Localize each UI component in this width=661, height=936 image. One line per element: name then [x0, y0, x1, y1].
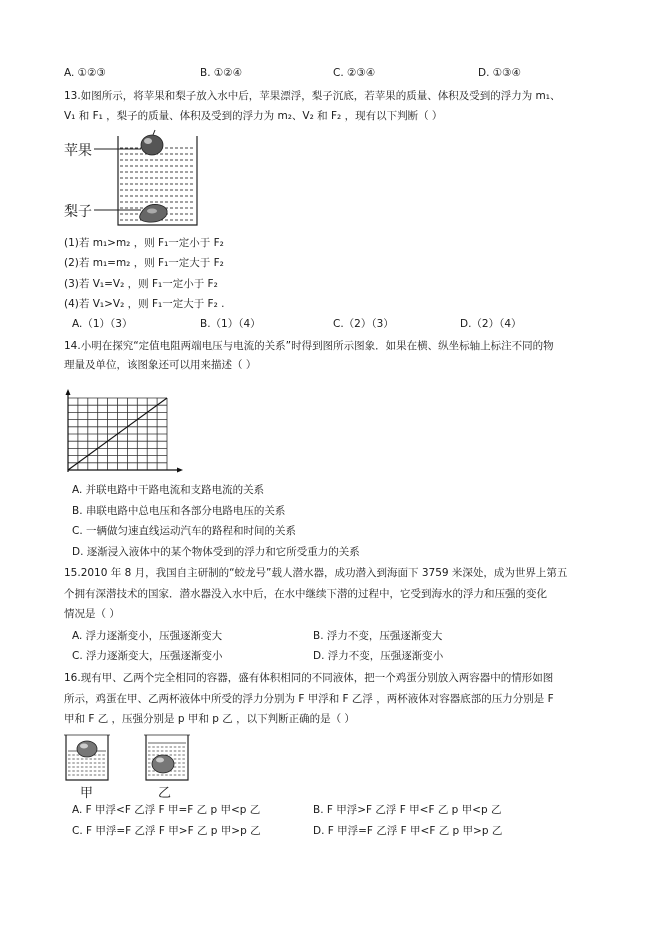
q16-option-c[interactable]: C. F 甲浮=F 乙浮 F 甲>F 乙 p 甲>p 乙 [72, 825, 261, 837]
q16-stem-line-1: 16.现有甲、乙两个完全相同的容器，盛有体积相同的不同液体，把一个鸡蛋分别放入两容器中的情形如图 [64, 672, 554, 684]
q15-stem-line-2: 个拥有深潜技术的国家．潜水器没入水中后，在水中继续下潜的过程中，它受到海水的浮力和压强的变化 [64, 588, 547, 600]
q14-stem-line-1: 14.小明在探究“定值电阻两端电压与电流的关系”时得到图所示图象．如果在横、纵坐标轴上标注不同的物 [64, 340, 554, 352]
q13-option-b[interactable]: B.（1）（4） [200, 318, 261, 330]
q13-option-c[interactable]: C.（2）（3） [333, 318, 394, 330]
q12-option-d[interactable]: D. ①③④ [478, 67, 521, 79]
q13-stem-line-2: V₁ 和 F₁ ，梨子的质量、体积及受到的浮力为 m₂、V₂ 和 F₂ ，现有以下判断（ ） [64, 110, 443, 122]
q16-option-d[interactable]: D. F 甲浮=F 乙浮 F 甲<F 乙 p 甲>p 乙 [313, 825, 503, 837]
q13-option-a[interactable]: A.（1）（3） [72, 318, 133, 330]
q16-option-a[interactable]: A. F 甲浮<F 乙浮 F 甲=F 乙 p 甲<p 乙 [72, 804, 261, 816]
q12-option-b[interactable]: B. ①②④ [200, 67, 243, 79]
q15-option-c[interactable]: C. 浮力逐渐变大，压强逐渐变小 [72, 650, 223, 662]
q16-stem-line-3: 甲和 F 乙 ，压强分别是 p 甲和 p 乙 ，以下判断正确的是（ ） [64, 713, 355, 725]
pear-label: 梨子 [64, 204, 92, 220]
q12-option-c[interactable]: C. ②③④ [333, 67, 376, 79]
q16-option-b[interactable]: B. F 甲浮>F 乙浮 F 甲<F 乙 p 甲<p 乙 [313, 804, 502, 816]
q13-statement-2: (2)若 m₁=m₂ ，则 F₁一定大于 F₂ [64, 257, 224, 269]
beaker-yi-label: 乙 [158, 786, 172, 801]
q15-option-a[interactable]: A. 浮力逐渐变小，压强逐渐变大 [72, 630, 223, 642]
q13-statement-1: (1)若 m₁>m₂ ，则 F₁一定小于 F₂ [64, 237, 224, 249]
q13-statement-4: (4)若 V₁>V₂ ，则 F₁一定大于 F₂ . [64, 298, 225, 310]
q15-option-d[interactable]: D. 浮力不变，压强逐渐变小 [313, 650, 444, 662]
q14-option-b[interactable]: B. 串联电路中总电压和各部分电路电压的关系 [72, 505, 286, 517]
q15-stem-line-1: 15.2010 年 8 月，我国自主研制的“蛟龙号”载人潜水器，成功潜入到海面下 3759 米深处，成为世界上第五 [64, 567, 568, 579]
q14-option-a[interactable]: A. 并联电路中干路电流和支路电流的关系 [72, 484, 265, 496]
q13-stem-line-1: 13.如图所示，将苹果和梨子放入水中后，苹果漂浮，梨子沉底，若苹果的质量、体积及受到的浮力为 m₁、 [64, 90, 561, 102]
beaker-jia-label: 甲 [80, 786, 94, 801]
q13-option-d[interactable]: D.（2）（4） [460, 318, 522, 330]
q14-option-d[interactable]: D. 逐渐浸入液体中的某个物体受到的浮力和它所受重力的关系 [72, 546, 360, 558]
q12-option-a[interactable]: A. ①②③ [64, 67, 106, 79]
apple-label: 苹果 [64, 143, 92, 159]
q15-stem-line-3: 情况是（ ） [64, 608, 120, 620]
q13-statement-3: (3)若 V₁=V₂ ，则 F₁一定小于 F₂ [64, 278, 218, 290]
q14-stem-line-2: 理量及单位，该图象还可以用来描述（ ） [64, 359, 257, 371]
q16-stem-line-2: 所示，鸡蛋在甲、乙两杯液体中所受的浮力分别为 F 甲浮和 F 乙浮 ，两杯液体对容器底部的压力分别是 F [64, 693, 554, 705]
q14-option-c[interactable]: C. 一辆做匀速直线运动汽车的路程和时间的关系 [72, 525, 297, 537]
q15-option-b[interactable]: B. 浮力不变，压强逐渐变大 [313, 630, 443, 642]
